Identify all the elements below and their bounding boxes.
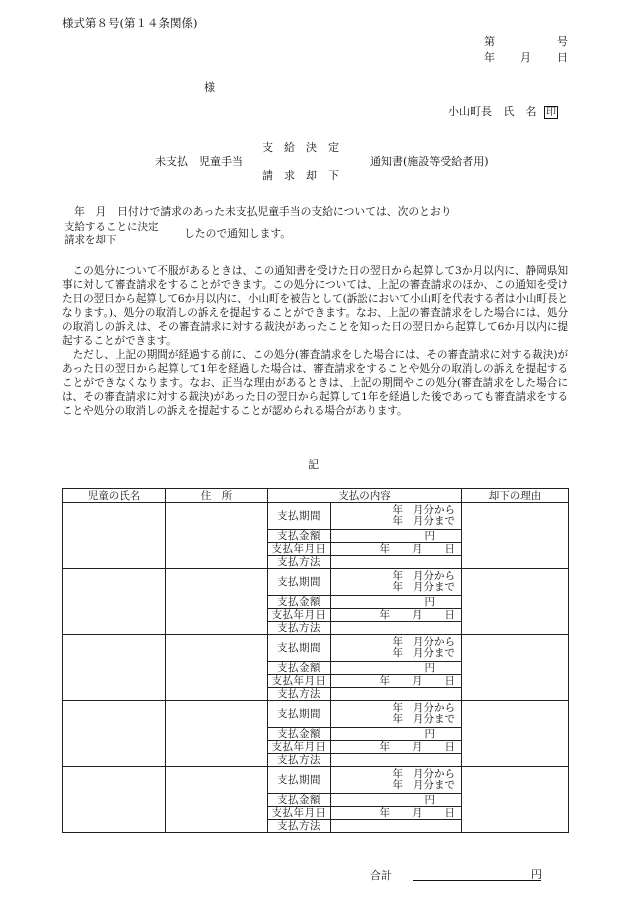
amount-value[interactable]	[331, 596, 462, 609]
pay-year: 年	[379, 675, 390, 687]
period-label: 支払期間	[268, 635, 331, 662]
period-from-year: 年	[392, 702, 403, 714]
pay-month: 月	[412, 543, 423, 555]
date-day: 日	[557, 51, 568, 64]
period-value[interactable]	[331, 503, 462, 530]
amount-value[interactable]	[331, 662, 462, 675]
period-to: 月分まで	[413, 779, 455, 791]
amount-label: 支払金額	[268, 728, 331, 741]
period-from: 月分から	[413, 570, 455, 582]
date-value[interactable]	[331, 609, 462, 622]
total-unit: 円	[531, 868, 542, 881]
ki-heading: 記	[308, 458, 319, 471]
date-value[interactable]	[331, 543, 462, 556]
method-label: 支払方法	[268, 556, 331, 569]
child-name-cell[interactable]	[63, 635, 166, 701]
method-value[interactable]	[331, 556, 462, 569]
amount-unit: 円	[424, 530, 435, 542]
period-to-year: 年	[392, 647, 403, 659]
pay-day: 日	[444, 609, 455, 621]
intro-line: 年 月 日付けで請求のあった未支払児童手当の支給については、次のとおり	[74, 205, 452, 218]
method-value[interactable]	[331, 754, 462, 767]
method-label: 支払方法	[268, 754, 331, 767]
method-value[interactable]	[331, 820, 462, 833]
pay-day: 日	[444, 543, 455, 555]
date-value[interactable]	[331, 741, 462, 754]
reject-reason-cell[interactable]	[462, 767, 569, 833]
pay-day: 日	[444, 807, 455, 819]
title-option-reject: 請 求 却 下	[262, 169, 339, 182]
address-cell[interactable]	[166, 503, 268, 569]
pay-month: 月	[412, 741, 423, 753]
table-header-row	[63, 489, 569, 503]
pay-day: 日	[444, 741, 455, 753]
period-from-year: 年	[392, 768, 403, 780]
amount-unit: 円	[424, 728, 435, 740]
method-label: 支払方法	[268, 622, 331, 635]
address-cell[interactable]	[166, 701, 268, 767]
child-name-cell[interactable]	[63, 503, 166, 569]
period-value[interactable]	[331, 701, 462, 728]
amount-label: 支払金額	[268, 596, 331, 609]
period-to-year: 年	[392, 779, 403, 791]
period-label: 支払期間	[268, 503, 331, 530]
period-label: 支払期間	[268, 701, 331, 728]
date-year: 年	[484, 51, 495, 64]
col-address: 住 所	[166, 489, 268, 503]
period-value[interactable]	[331, 767, 462, 794]
col-child-name: 児童の氏名	[63, 489, 166, 503]
period-from: 月分から	[413, 702, 455, 714]
intro-tail: したので通知します。	[184, 227, 292, 240]
pay-year: 年	[379, 543, 390, 555]
period-to: 月分まで	[413, 581, 455, 593]
pay-month: 月	[412, 807, 423, 819]
period-to: 月分まで	[413, 713, 455, 725]
child-name-cell[interactable]	[63, 701, 166, 767]
date-label: 支払年月日	[268, 543, 331, 556]
amount-label: 支払金額	[268, 662, 331, 675]
period-from-year: 年	[392, 636, 403, 648]
pay-month: 月	[412, 609, 423, 621]
record-row	[63, 503, 569, 530]
amount-value[interactable]	[331, 530, 462, 543]
method-label: 支払方法	[268, 688, 331, 701]
intro-option-reject: 請求を却下	[64, 234, 117, 246]
record-body	[63, 503, 569, 833]
date-label: 支払年月日	[268, 741, 331, 754]
doc-number-suffix: 号	[557, 35, 568, 48]
date-label: 支払年月日	[268, 807, 331, 820]
col-reason: 却下の理由	[462, 489, 569, 503]
period-from: 月分から	[413, 636, 455, 648]
sender-line	[448, 106, 558, 118]
period-label: 支払期間	[268, 767, 331, 794]
record-row	[63, 701, 569, 728]
sender-title: 小山町長	[448, 105, 492, 118]
doc-number-label: 第	[484, 35, 495, 48]
reject-reason-cell[interactable]	[462, 701, 569, 767]
period-from-year: 年	[392, 504, 403, 516]
method-label: 支払方法	[268, 820, 331, 833]
period-label: 支払期間	[268, 569, 331, 596]
seal-icon: 印	[546, 107, 556, 118]
form-number: 様式第８号(第１４条関係)	[62, 16, 198, 30]
amount-unit: 円	[424, 596, 435, 608]
period-to-year: 年	[392, 515, 403, 527]
title-right: 通知書(施設等受給者用)	[370, 155, 489, 168]
amount-unit: 円	[424, 662, 435, 674]
child-name-cell[interactable]	[63, 569, 166, 635]
child-name-cell[interactable]	[63, 767, 166, 833]
amount-value[interactable]	[331, 794, 462, 807]
record-row	[63, 569, 569, 596]
address-cell[interactable]	[166, 767, 268, 833]
period-to-year: 年	[392, 581, 403, 593]
pay-year: 年	[379, 807, 390, 819]
date-label: 支払年月日	[268, 675, 331, 688]
date-label: 支払年月日	[268, 609, 331, 622]
total-underline	[413, 880, 541, 881]
reject-reason-cell[interactable]	[462, 635, 569, 701]
pay-year: 年	[379, 609, 390, 621]
amount-label: 支払金額	[268, 794, 331, 807]
title-left: 未支払 児童手当	[155, 155, 243, 168]
date-value[interactable]	[331, 675, 462, 688]
total-label: 合計	[370, 869, 392, 882]
period-from: 月分から	[413, 504, 455, 516]
period-to: 月分まで	[413, 647, 455, 659]
method-value[interactable]	[331, 688, 462, 701]
date-month: 月	[520, 51, 531, 64]
record-row	[63, 635, 569, 662]
sender-name-label: 氏 名	[503, 105, 537, 118]
record-row	[63, 767, 569, 794]
pay-month: 月	[412, 675, 423, 687]
appeal-paragraph-2: ただし、上記の期間が経過する前に、この処分(審査請求をした場合には、その審査請求に対する裁決)があった日の翌日から起算して1年を経過した場合は、審査請求をすることや処分の取消しの訴えを提起することができなくなります。なお、正当な理由があるときは、上記の期間やこの処分(審査請求をした場合には、その審査請求に対する裁決)があった日の翌日から起算して1年を経過した後であっても審査請求をすることや処分の取消しの訴えを提起することが認められる場合があります。	[62, 349, 568, 417]
col-content: 支払の内容	[268, 489, 462, 503]
appeal-notice	[62, 264, 568, 418]
pay-day: 日	[444, 675, 455, 687]
reject-reason-cell[interactable]	[462, 503, 569, 569]
address-cell[interactable]	[166, 635, 268, 701]
payment-table	[62, 488, 569, 833]
amount-unit: 円	[424, 794, 435, 806]
title-option-grant: 支 給 決 定	[262, 141, 339, 154]
period-value[interactable]	[331, 635, 462, 662]
period-to: 月分まで	[413, 515, 455, 527]
intro-option-grant: 支給することに決定	[64, 221, 159, 233]
period-from: 月分から	[413, 768, 455, 780]
amount-label: 支払金額	[268, 530, 331, 543]
period-from-year: 年	[392, 570, 403, 582]
addressee-honorific: 様	[204, 81, 215, 94]
amount-value[interactable]	[331, 728, 462, 741]
method-value[interactable]	[331, 622, 462, 635]
period-value[interactable]	[331, 569, 462, 596]
address-cell[interactable]	[166, 569, 268, 635]
period-to-year: 年	[392, 713, 403, 725]
reject-reason-cell[interactable]	[462, 569, 569, 635]
pay-year: 年	[379, 741, 390, 753]
date-value[interactable]	[331, 807, 462, 820]
appeal-paragraph-1: この処分について不服があるときは、この通知書を受けた日の翌日から起算して3か月以内に、静岡県知事に対して審査請求をすることができます。この処分については、上記の審査請求のほか、この通知を受けた日の翌日から起算して6か月以内に、小山町を被告として(訴訟において小山町を代表する者は小山町長となります。)、処分の取消しの訴えを提起することができます。なお、上記の審査請求をした場合には、処分の取消しの訴えは、その審査請求に対する裁決があったことを知った日の翌日から起算して6か月以内に提起することができます。	[62, 265, 568, 347]
